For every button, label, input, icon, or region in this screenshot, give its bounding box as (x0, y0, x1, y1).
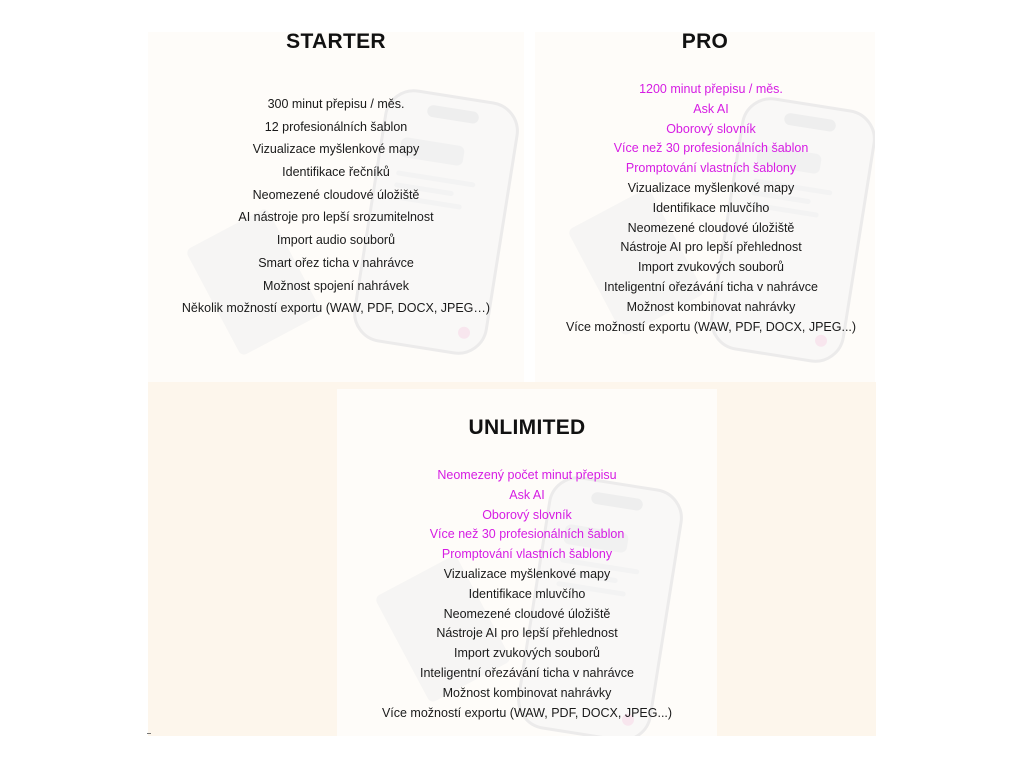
feature-item: Import zvukových souborů (454, 646, 600, 661)
feature-item: Inteligentní ořezávání ticha v nahrávce (603, 279, 819, 294)
feature-item: 12 profesionálních šablon (264, 119, 408, 134)
feature-item: Nástroje AI pro lepší přehlednost (436, 626, 618, 641)
feature-item: 1200 minut přepisu / měs. (639, 82, 783, 96)
feature-item: Import zvukových souborů (638, 260, 784, 275)
feature-item: Neomezené cloudové úložiště (252, 187, 420, 202)
feature-item: Import audio souborů (276, 233, 396, 248)
feature-item: Vizualizace myšlenkové mapy (252, 142, 420, 157)
feature-item: Více možností exportu (WAW, PDF, DOCX, JPEG...) (565, 319, 857, 334)
feature-list-starter (148, 93, 524, 320)
feature-item: Identifikace řečníků (282, 165, 390, 180)
feature-item: Neomezené cloudové úložiště (627, 220, 795, 235)
feature-item: Ask AI (509, 487, 545, 502)
corner-mark (147, 733, 151, 734)
feature-item: Inteligentní ořezávání ticha v nahrávce (419, 665, 635, 680)
plan-title-starter: STARTER (286, 30, 386, 53)
feature-item: Oborový slovník (666, 121, 756, 136)
feature-item: Neomezený počet minut přepisu (437, 468, 617, 482)
feature-item: Více než 30 profesionálních šablon (613, 141, 809, 156)
feature-item: Několik možností exportu (WAW, PDF, DOCX, JPEG…) (181, 301, 491, 316)
plan-title-unlimited: UNLIMITED (468, 416, 586, 439)
feature-item: Ask AI (693, 101, 729, 116)
feature-item: Neomezené cloudové úložiště (443, 606, 611, 621)
feature-item: Smart ořez ticha v nahrávce (258, 255, 414, 270)
feature-item: Identifikace mluvčího (652, 200, 770, 215)
feature-list-unlimited (337, 466, 717, 723)
feature-item: Nástroje AI pro lepší přehlednost (620, 240, 802, 255)
feature-item: Možnost spojení nahrávek (263, 278, 409, 293)
feature-item: Identifikace mluvčího (468, 586, 586, 601)
feature-item: Možnost kombinovat nahrávky (626, 299, 796, 314)
feature-item: Oborový slovník (482, 507, 572, 522)
feature-item: Promptování vlastních šablony (441, 547, 613, 562)
feature-item: AI nástroje pro lepší srozumitelnost (238, 210, 434, 225)
feature-item: 300 minut přepisu / měs. (267, 97, 405, 111)
feature-list-pro (523, 80, 899, 337)
feature-item: Vizualizace myšlenkové mapy (627, 180, 795, 195)
plan-title-pro: PRO (681, 30, 729, 53)
feature-item: Vizualizace myšlenkové mapy (443, 566, 611, 581)
feature-item: Více než 30 profesionálních šablon (429, 527, 625, 542)
feature-item: Více možností exportu (WAW, PDF, DOCX, JPEG...) (381, 705, 673, 720)
feature-item: Promptování vlastních šablony (625, 161, 797, 176)
feature-item: Možnost kombinovat nahrávky (442, 685, 612, 700)
